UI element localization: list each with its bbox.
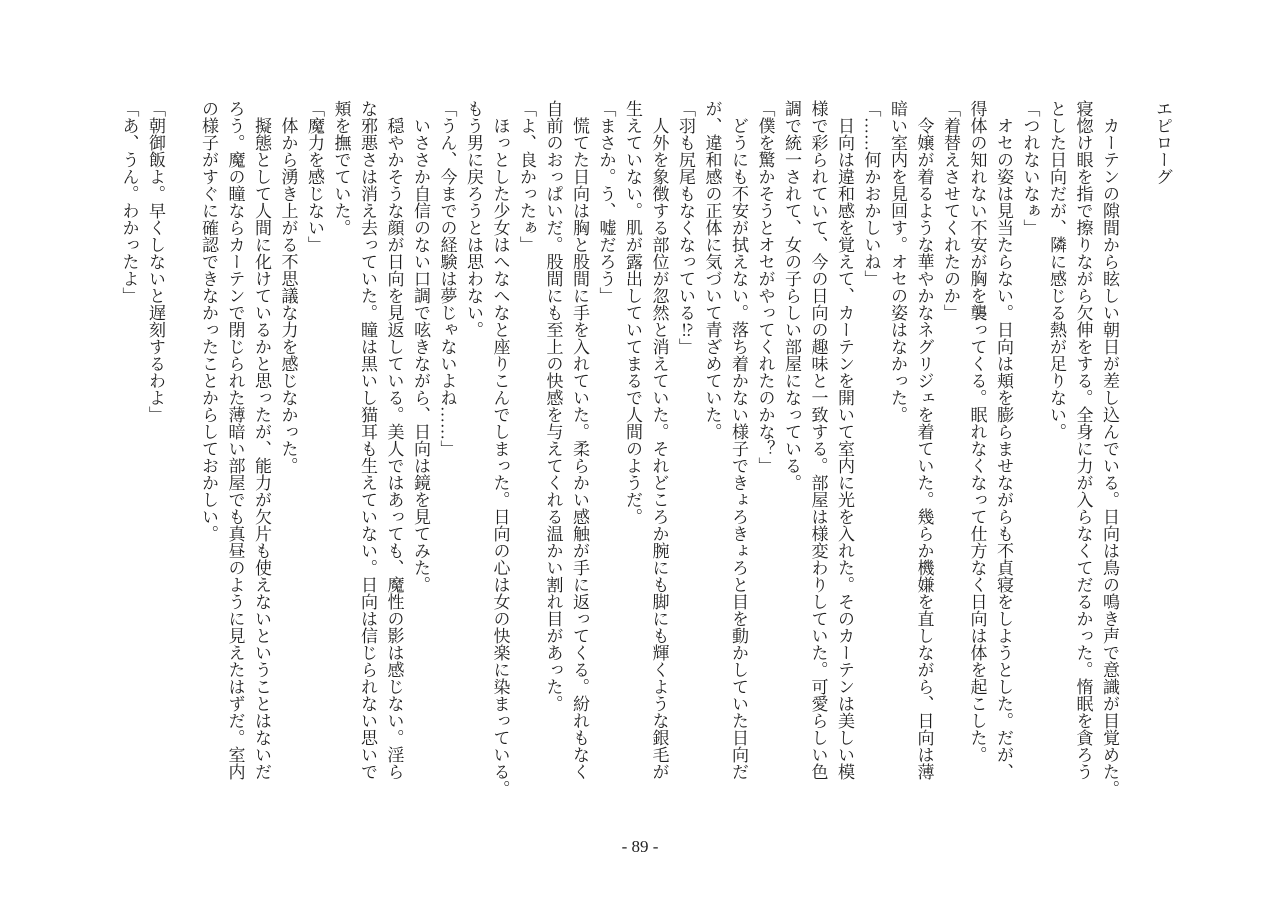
dialogue-line: 「……何かおかしいね」: [861, 100, 881, 287]
body-line: オセの姿は見当たらない。日向は頬を膨らませながらも不貞寝をしようとした。だが、: [994, 117, 1013, 780]
body-line: が、違和感の正体に気づいて青ざめていた。: [702, 100, 722, 440]
dialogue-line: 「朝御飯よ。早くしないと遅刻するわよ」: [146, 100, 165, 423]
dialogue-line: 「よ、良かったぁ」: [517, 100, 536, 253]
body-line: もう男に戻ろうとは思わない。: [464, 100, 483, 338]
body-line: 調で統一されて、女の子らしい部屋になっている。: [782, 100, 801, 491]
body-line: 令嬢が着るような華やかなネグリジェを着ていた。幾らか機嫌を直しながら、日向は薄: [914, 117, 934, 780]
body-line: 自前のおっぱいだ。股間にも至上の快感を与えてくれる温かい割れ目があった。: [543, 100, 563, 712]
body-line: カーテンの隙間から眩しい朝日が差し込んでいる。日向は鳥の鳴き声で意識が目覚めた。: [1100, 117, 1119, 797]
body-line: な邪悪さは消え去っていた。瞳は黒いし猫耳も生えていない。日向は信じられない思いで: [358, 100, 377, 780]
body-line: どうにも不安が拭えない。落ち着かない様子できょろきょろと目を動かしていた日向だ: [729, 117, 748, 780]
body-line: 擬態として人間に化けているかと思ったが、能力が欠片も使えないということはないだ: [252, 117, 271, 780]
body-line: 人外を象徴する部位が忽然と消えていた。それどころか腕にも脚にも輝くような銀毛が: [649, 117, 669, 780]
body-line: 慌てた日向は胸と股間に手を入れていた。柔らかい感触が手に返ってくる。紛れもなく: [570, 117, 589, 780]
body-line: 生えていない。肌が露出していてまるで人間のようだ。: [623, 100, 642, 525]
page-number: - 89 -: [621, 837, 659, 856]
dialogue-line: 「僕を驚かそうとオセがやってくれたのかな？」: [755, 100, 775, 474]
body-line: ろう。魔の瞳ならカーテンで閉じられた薄暗い部屋でも真昼のように見えたはずだ。室内: [225, 100, 245, 780]
body-line: いささか自信のない口調で呟きながら、日向は鏡を見てみた。: [411, 117, 430, 593]
chapter-heading: エピローグ: [1153, 100, 1172, 185]
body-line: ほっとした少女はへなへなと座りこんでしまった。日向の心は女の快楽に染まっている。: [490, 117, 510, 797]
dialogue-line: 「着替えさせてくれたのか」: [941, 100, 960, 321]
body-line: 寝惚け眼を指で擦りながら欠伸をする。全身に力が入らなくてだるかった。惰眠を貪ろう: [1073, 100, 1093, 780]
body-line: 頬を撫でていた。: [331, 100, 351, 236]
dialogue-line: 「まさか。う、嘘だろう」: [596, 100, 616, 304]
vertical-text-body: [115, 100, 1175, 812]
dialogue-line: 「魔力を感じない」: [305, 100, 324, 253]
body-line: 日向は違和感を覚えて、カーテンを開いて室内に光を入れた。そのカーテンは美しい模: [835, 117, 854, 780]
body-line: 得体の知れない不安が胸を襲ってくる。眠れなくなって仕方なく日向は体を起こした。: [967, 100, 987, 763]
body-line: の様子がすぐに確認できなかったことからしておかしい。: [199, 100, 218, 542]
body-line: 暗い室内を見回す。オセの姿はなかった。: [888, 100, 907, 423]
dialogue-line: 「うん、今までの経験は夢じゃないよね……」: [437, 100, 457, 457]
body-line: とした日向だが、隣に感じる熱が足りない。: [1047, 100, 1066, 440]
dialogue-line: 「羽も尻尾もなくなっている⁉」: [676, 100, 695, 355]
body-line: 穏やかそうな顔が日向を見返している。美人ではあっても、魔性の影は感じない。淫ら: [384, 117, 404, 780]
body-line: 体から湧き上がる不思議な力を感じなかった。: [278, 117, 298, 474]
dialogue-line: 「つれないなぁ」: [1020, 100, 1040, 236]
body-line: 様で彩られていて、今の日向の趣味と一致する。部屋は様変わりしていた。可愛らしい色: [808, 100, 828, 780]
dialogue-line: 「あ、うん。わかったよ」: [119, 100, 139, 304]
